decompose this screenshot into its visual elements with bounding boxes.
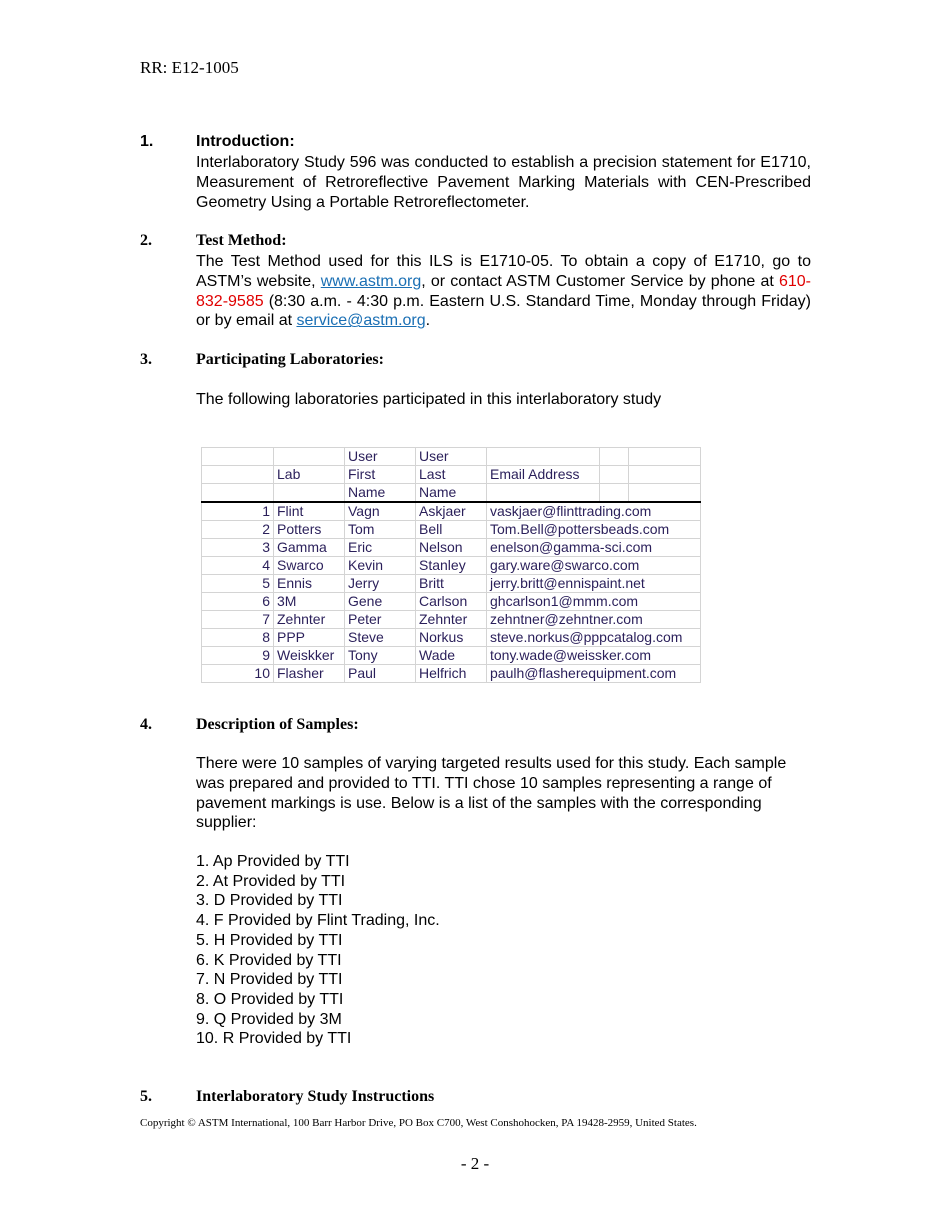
first-name: Tom <box>345 521 416 539</box>
lab-number: 8 <box>202 629 274 647</box>
section-4-title: Description of Samples: <box>196 716 359 733</box>
last-name: Bell <box>416 521 487 539</box>
table-row <box>202 647 701 665</box>
list-item: 9. Q Provided by 3M <box>196 1010 342 1028</box>
section-3-body: The following laboratories participated in this interlaboratory study <box>196 391 662 408</box>
lab-number: 3 <box>202 539 274 557</box>
list-item: 4. F Provided by Flint Trading, Inc. <box>196 912 440 930</box>
section-3-number: 3. <box>140 351 152 368</box>
lab-name: Weiskker <box>274 647 345 665</box>
section-2-text-b: , or contact ASTM Customer Service by phone at <box>421 272 779 290</box>
list-item: 7. N Provided by TTI <box>196 971 343 989</box>
last-name: Stanley <box>416 557 487 575</box>
table-row <box>202 502 701 521</box>
email-address: vaskjaer@flinttrading.com <box>487 502 701 521</box>
first-name: Tony <box>345 647 416 665</box>
header-cell <box>202 484 274 503</box>
header-cell <box>600 484 629 503</box>
email-address: paulh@flasherequipment.com <box>487 665 701 683</box>
last-name: Helfrich <box>416 665 487 683</box>
last-name: Zehnter <box>416 611 487 629</box>
section-3-title: Participating Laboratories: <box>196 351 384 368</box>
header-cell <box>487 448 600 466</box>
header-cell <box>600 448 629 466</box>
last-name: Wade <box>416 647 487 665</box>
list-item: 5. H Provided by TTI <box>196 931 343 949</box>
last-name: Norkus <box>416 629 487 647</box>
list-item: 10. R Provided by TTI <box>196 1030 352 1048</box>
lab-name: Ennis <box>274 575 345 593</box>
first-name: Kevin <box>345 557 416 575</box>
lab-number: 5 <box>202 575 274 593</box>
service-email-link[interactable]: service@astm.org <box>296 312 426 330</box>
last-name: Askjaer <box>416 502 487 521</box>
table-row <box>202 611 701 629</box>
laboratories-table <box>201 447 701 683</box>
lab-name: Flasher <box>274 665 345 683</box>
section-1-title: Introduction: <box>196 133 295 150</box>
lab-number: 9 <box>202 647 274 665</box>
list-item: 6. K Provided by TTI <box>196 951 342 969</box>
header-cell <box>600 466 629 484</box>
header-cell <box>202 466 274 484</box>
section-2-text-d: . <box>425 312 431 330</box>
header-cell: User <box>416 448 487 466</box>
header-cell <box>487 484 600 503</box>
copyright-footer: Copyright © ASTM International, 100 Barr Harbor Drive, PO Box C700, West Conshohocken, PA 19428-2959, United States. <box>140 1117 697 1129</box>
section-4-number: 4. <box>140 716 152 733</box>
section-2-text-a: The Test Method used for this ILS is E1710-05. To obtain a copy of E1710, go to ASTM’s website, <box>196 253 811 290</box>
email-address: steve.norkus@pppcatalog.com <box>487 629 701 647</box>
section-2-title: Test Method: <box>196 232 287 249</box>
astm-website-link[interactable]: www.astm.org <box>320 272 422 290</box>
header-cell <box>274 448 345 466</box>
header-email: Email Address <box>487 466 600 484</box>
section-5-number: 5. <box>140 1088 152 1105</box>
lab-number: 1 <box>202 502 274 521</box>
lab-name: Gamma <box>274 539 345 557</box>
section-5-title: Interlaboratory Study Instructions <box>196 1088 435 1105</box>
lab-number: 4 <box>202 557 274 575</box>
table-row <box>202 521 701 539</box>
lab-name: Flint <box>274 502 345 521</box>
header-first: First <box>345 466 416 484</box>
table-row <box>202 575 701 593</box>
section-1-number: 1. <box>140 133 154 150</box>
lab-number: 10 <box>202 665 274 683</box>
header-cell: Name <box>345 484 416 503</box>
lab-name: Potters <box>274 521 345 539</box>
email-address: tony.wade@weissker.com <box>487 647 701 665</box>
document-id: RR: E12-1005 <box>140 58 239 77</box>
first-name: Gene <box>345 593 416 611</box>
section-4-body: There were 10 samples of varying targeted results used for this study. Each sample was prepared and provided to TTI. TTI chose 10 samples representing a range of pavement markings is use. Below is a list of the samples with the corresponding supplier: <box>196 755 787 832</box>
first-name: Steve <box>345 629 416 647</box>
table-row <box>202 665 701 683</box>
list-item: 1. Ap Provided by TTI <box>196 853 350 870</box>
table-row <box>202 629 701 647</box>
table-header-row <box>202 448 701 466</box>
email-address: enelson@gamma-sci.com <box>487 539 701 557</box>
email-address: jerry.britt@ennispaint.net <box>487 575 701 593</box>
last-name: Britt <box>416 575 487 593</box>
lab-name: Swarco <box>274 557 345 575</box>
email-address: gary.ware@swarco.com <box>487 557 701 575</box>
first-name: Peter <box>345 611 416 629</box>
header-cell: User <box>345 448 416 466</box>
lab-name: Zehnter <box>274 611 345 629</box>
table-row <box>202 539 701 557</box>
header-cell <box>629 448 701 466</box>
table-header-row <box>202 466 701 484</box>
section-2-body <box>196 252 811 331</box>
phone-number: 610-832-9585 <box>196 272 812 310</box>
lab-number: 2 <box>202 521 274 539</box>
lab-name: PPP <box>274 629 345 647</box>
page-number: - 2 - <box>460 1154 490 1173</box>
first-name: Jerry <box>345 575 416 593</box>
header-last: Last <box>416 466 487 484</box>
email-address: ghcarlson1@mmm.com <box>487 593 701 611</box>
last-name: Nelson <box>416 539 487 557</box>
last-name: Carlson <box>416 593 487 611</box>
samples-list <box>196 852 440 1049</box>
list-item: 8. O Provided by TTI <box>196 990 344 1008</box>
section-2-text-c: (8:30 a.m. - 4:30 p.m. Eastern U.S. Standard Time, Monday through Friday) or by email at <box>196 292 811 330</box>
table-row <box>202 593 701 611</box>
first-name: Paul <box>345 665 416 683</box>
email-address: zehntner@zehntner.com <box>487 611 701 629</box>
header-cell <box>202 448 274 466</box>
lab-number: 7 <box>202 611 274 629</box>
header-cell: Name <box>416 484 487 503</box>
header-cell <box>274 484 345 503</box>
list-item: 3. D Provided by TTI <box>196 892 343 910</box>
list-item: 2. At Provided by TTI <box>196 872 346 890</box>
lab-number: 6 <box>202 593 274 611</box>
first-name: Eric <box>345 539 416 557</box>
email-address: Tom.Bell@pottersbeads.com <box>487 521 701 539</box>
header-lab: Lab <box>274 466 345 484</box>
table-row <box>202 557 701 575</box>
section-2-number: 2. <box>140 232 152 249</box>
header-cell <box>629 484 701 503</box>
section-1-body: Interlaboratory Study 596 was conducted to establish a precision statement for E1710, Measurement of Retroreflective Pavement Marking Materials with CEN-Prescribed Geometry Using a Portable Retroreflectometer. <box>196 154 811 211</box>
lab-name: 3M <box>274 593 345 611</box>
table-header-row <box>202 484 701 503</box>
header-cell <box>629 466 701 484</box>
first-name: Vagn <box>345 502 416 521</box>
